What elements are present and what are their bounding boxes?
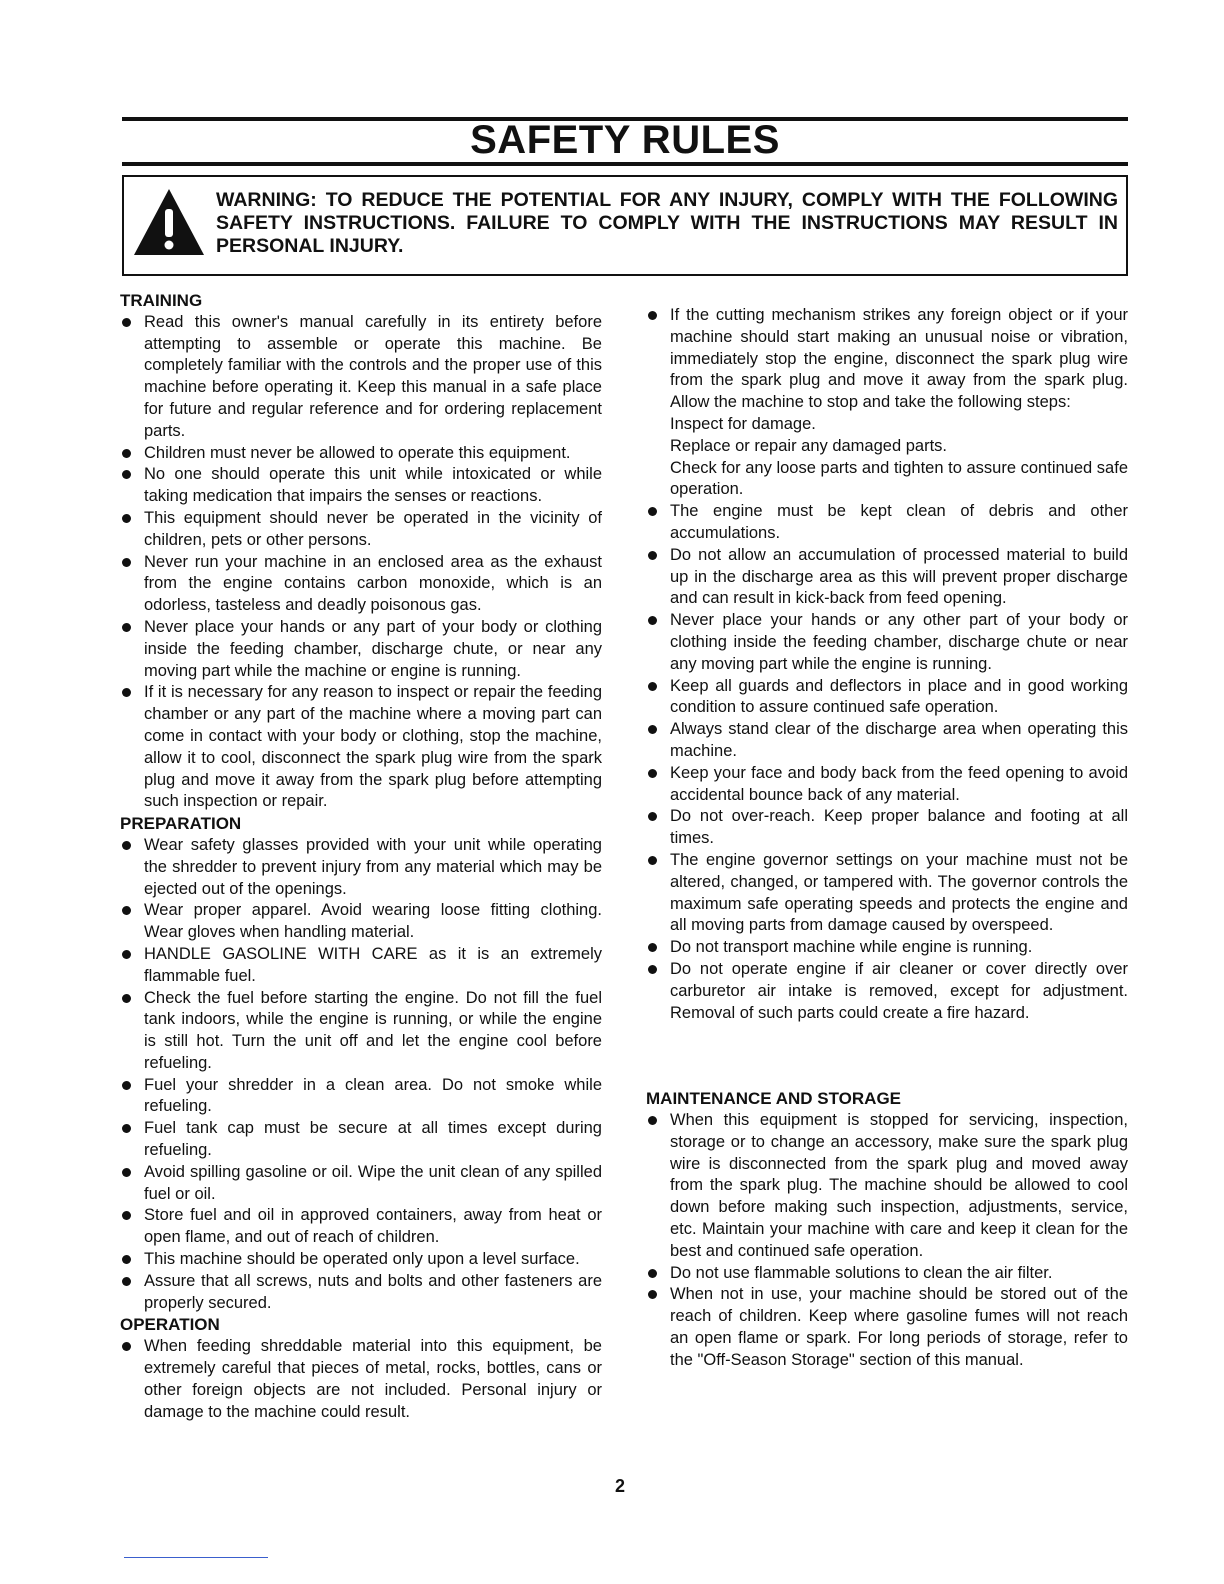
list-item: Wear safety glasses provided with your unit while operating the shredder to prevent injury from any material which may be ejected out of the openings. [120,835,602,900]
list-item [646,305,1128,501]
inspection-step: Inspect for damage. [670,414,816,433]
list-item: Never place your hands or any part of your body or clothing inside the feeding chamber, discharge chute, or near any moving part while the machine or engine is running. [120,617,602,682]
operation-heading: OPERATION [120,1315,220,1335]
list-item: Do not over-reach. Keep proper balance and footing at all times. [646,806,1128,850]
list-item: The engine must be kept clean of debris and other accumulations. [646,501,1128,545]
list-item: Store fuel and oil in approved containers, away from heat or open flame, and out of reach of children. [120,1205,602,1249]
inspection-step: Check for any loose parts and tighten to assure continued safe operation. [670,458,1128,499]
list-item-text: If the cutting mechanism strikes any foreign object or if your machine should start making an unusual noise or vibration, immediately stop the engine, disconnect the spark plug wire from the spark plug and move it away from the spark plug. Allow the machine to stop and take the following steps: [670,306,1128,412]
operation-list [120,1336,602,1423]
list-item: No one should operate this unit while intoxicated or while taking medication that impairs the senses or reactions. [120,464,602,508]
maintenance-list [646,1110,1128,1372]
list-item: When feeding shreddable material into this equipment, be extremely careful that pieces of metal, rocks, bottles, cans or other foreign objects are not included. Personal injury or damage to the machine could result. [120,1336,602,1423]
list-item: Do not use flammable solutions to clean the air filter. [646,1263,1128,1285]
operation-continued-list [646,305,1128,1024]
list-item: Do not allow an accumulation of processed material to build up in the discharge area as this will prevent proper discharge and can result in kick-back from feed opening. [646,545,1128,610]
list-item: Fuel your shredder in a clean area. Do not smoke while refueling. [120,1075,602,1119]
list-item: Fuel tank cap must be secure at all times except during refueling. [120,1118,602,1162]
page-title: SAFETY RULES [470,118,780,162]
list-item: Always stand clear of the discharge area when operating this machine. [646,719,1128,763]
list-item: HANDLE GASOLINE WITH CARE as it is an extremely flammable fuel. [120,944,602,988]
warning-box [122,175,1128,276]
list-item: Keep all guards and deflectors in place and in good working condition to assure continued safe operation. [646,676,1128,720]
list-item: Read this owner's manual carefully in its entirety before attempting to assemble or operate this machine. Be completely familiar with the controls and the proper use of this machine before operating it. Keep this manual in a safe place for future and regular reference and for ordering replacement parts. [120,312,602,443]
list-item: Never run your machine in an enclosed area as the exhaust from the engine contains carbon monoxide, which is an odorless, tasteless and deadly poisonous gas. [120,552,602,617]
left-column [120,290,602,1423]
right-column [646,305,1128,1372]
list-item: Assure that all screws, nuts and bolts and other fasteners are properly secured. [120,1271,602,1315]
warning-triangle-icon [132,187,206,257]
inspection-step: Replace or repair any damaged parts. [670,436,947,455]
list-item: Keep your face and body back from the feed opening to avoid accidental bounce back of any material. [646,763,1128,807]
list-item: Avoid spilling gasoline or oil. Wipe the unit clean of any spilled fuel or oil. [120,1162,602,1206]
list-item: Children must never be allowed to operate this equipment. [120,443,602,465]
footer-line [124,1557,268,1558]
training-list [120,312,602,813]
list-item: If it is necessary for any reason to inspect or repair the feeding chamber or any part of the machine where a moving part can come in contact with your body or clothing, stop the machine, allow it to cool, disconnect the spark plug wire from the spark plug and move it away from the spark plug before attempting such inspection or repair. [120,682,602,813]
list-item: Never place your hands or any other part of your body or clothing inside the feeding chamber, discharge chute or near any moving part while the engine is running. [646,610,1128,675]
list-item: When not in use, your machine should be stored out of the reach of children. Keep where gasoline fumes will not reach an open flame or spark. For long periods of storage, refer to the "Off-Season Storage" section of this manual. [646,1284,1128,1371]
list-item: Do not transport machine while engine is running. [646,937,1128,959]
page-number: 2 [614,1476,625,1496]
preparation-heading: PREPARATION [120,814,242,834]
title-rule-bottom [122,162,1128,166]
training-heading: TRAINING [120,291,203,310]
preparation-list [120,835,602,1315]
column-gap [646,1024,1128,1088]
list-item: This equipment should never be operated in the vicinity of children, pets or other persons. [120,508,602,552]
list-item: When this equipment is stopped for servicing, inspection, storage or to change an accessory, make sure the spark plug wire is disconnected from the spark plug and moved away from the spark plug. The machine should be allowed to cool down before making such inspection, adjustments, service, etc. Maintain your machine with care and keep it clean for the best and continued safe operation. [646,1110,1128,1263]
list-item: The engine governor settings on your machine must not be altered, changed, or tampered with. The governor controls the maximum safe operating speeds and protects the engine and all moving parts from damage caused by overspeed. [646,850,1128,937]
maintenance-heading: MAINTENANCE AND STORAGE [646,1089,902,1109]
list-item: This machine should be operated only upon a level surface. [120,1249,602,1271]
list-item: Check the fuel before starting the engine. Do not fill the fuel tank indoors, while the engine is running, or while the engine is still hot. Turn the unit off and let the engine cool before refueling. [120,988,602,1075]
list-item: Wear proper apparel. Avoid wearing loose fitting clothing. Wear gloves when handling material. [120,900,602,944]
warning-text: WARNING: TO REDUCE THE POTENTIAL FOR ANY INJURY, COMPLY WITH THE FOLLOWING SAFETY INSTRUCTIONS. FAILURE TO COMPLY WITH THE INSTRUCTIONS MAY RESULT IN PERSONAL INJURY. [216,189,1118,257]
list-item: Do not operate engine if air cleaner or cover directly over carburetor air intake is removed, except for adjustment. Removal of such parts could create a fire hazard. [646,959,1128,1024]
